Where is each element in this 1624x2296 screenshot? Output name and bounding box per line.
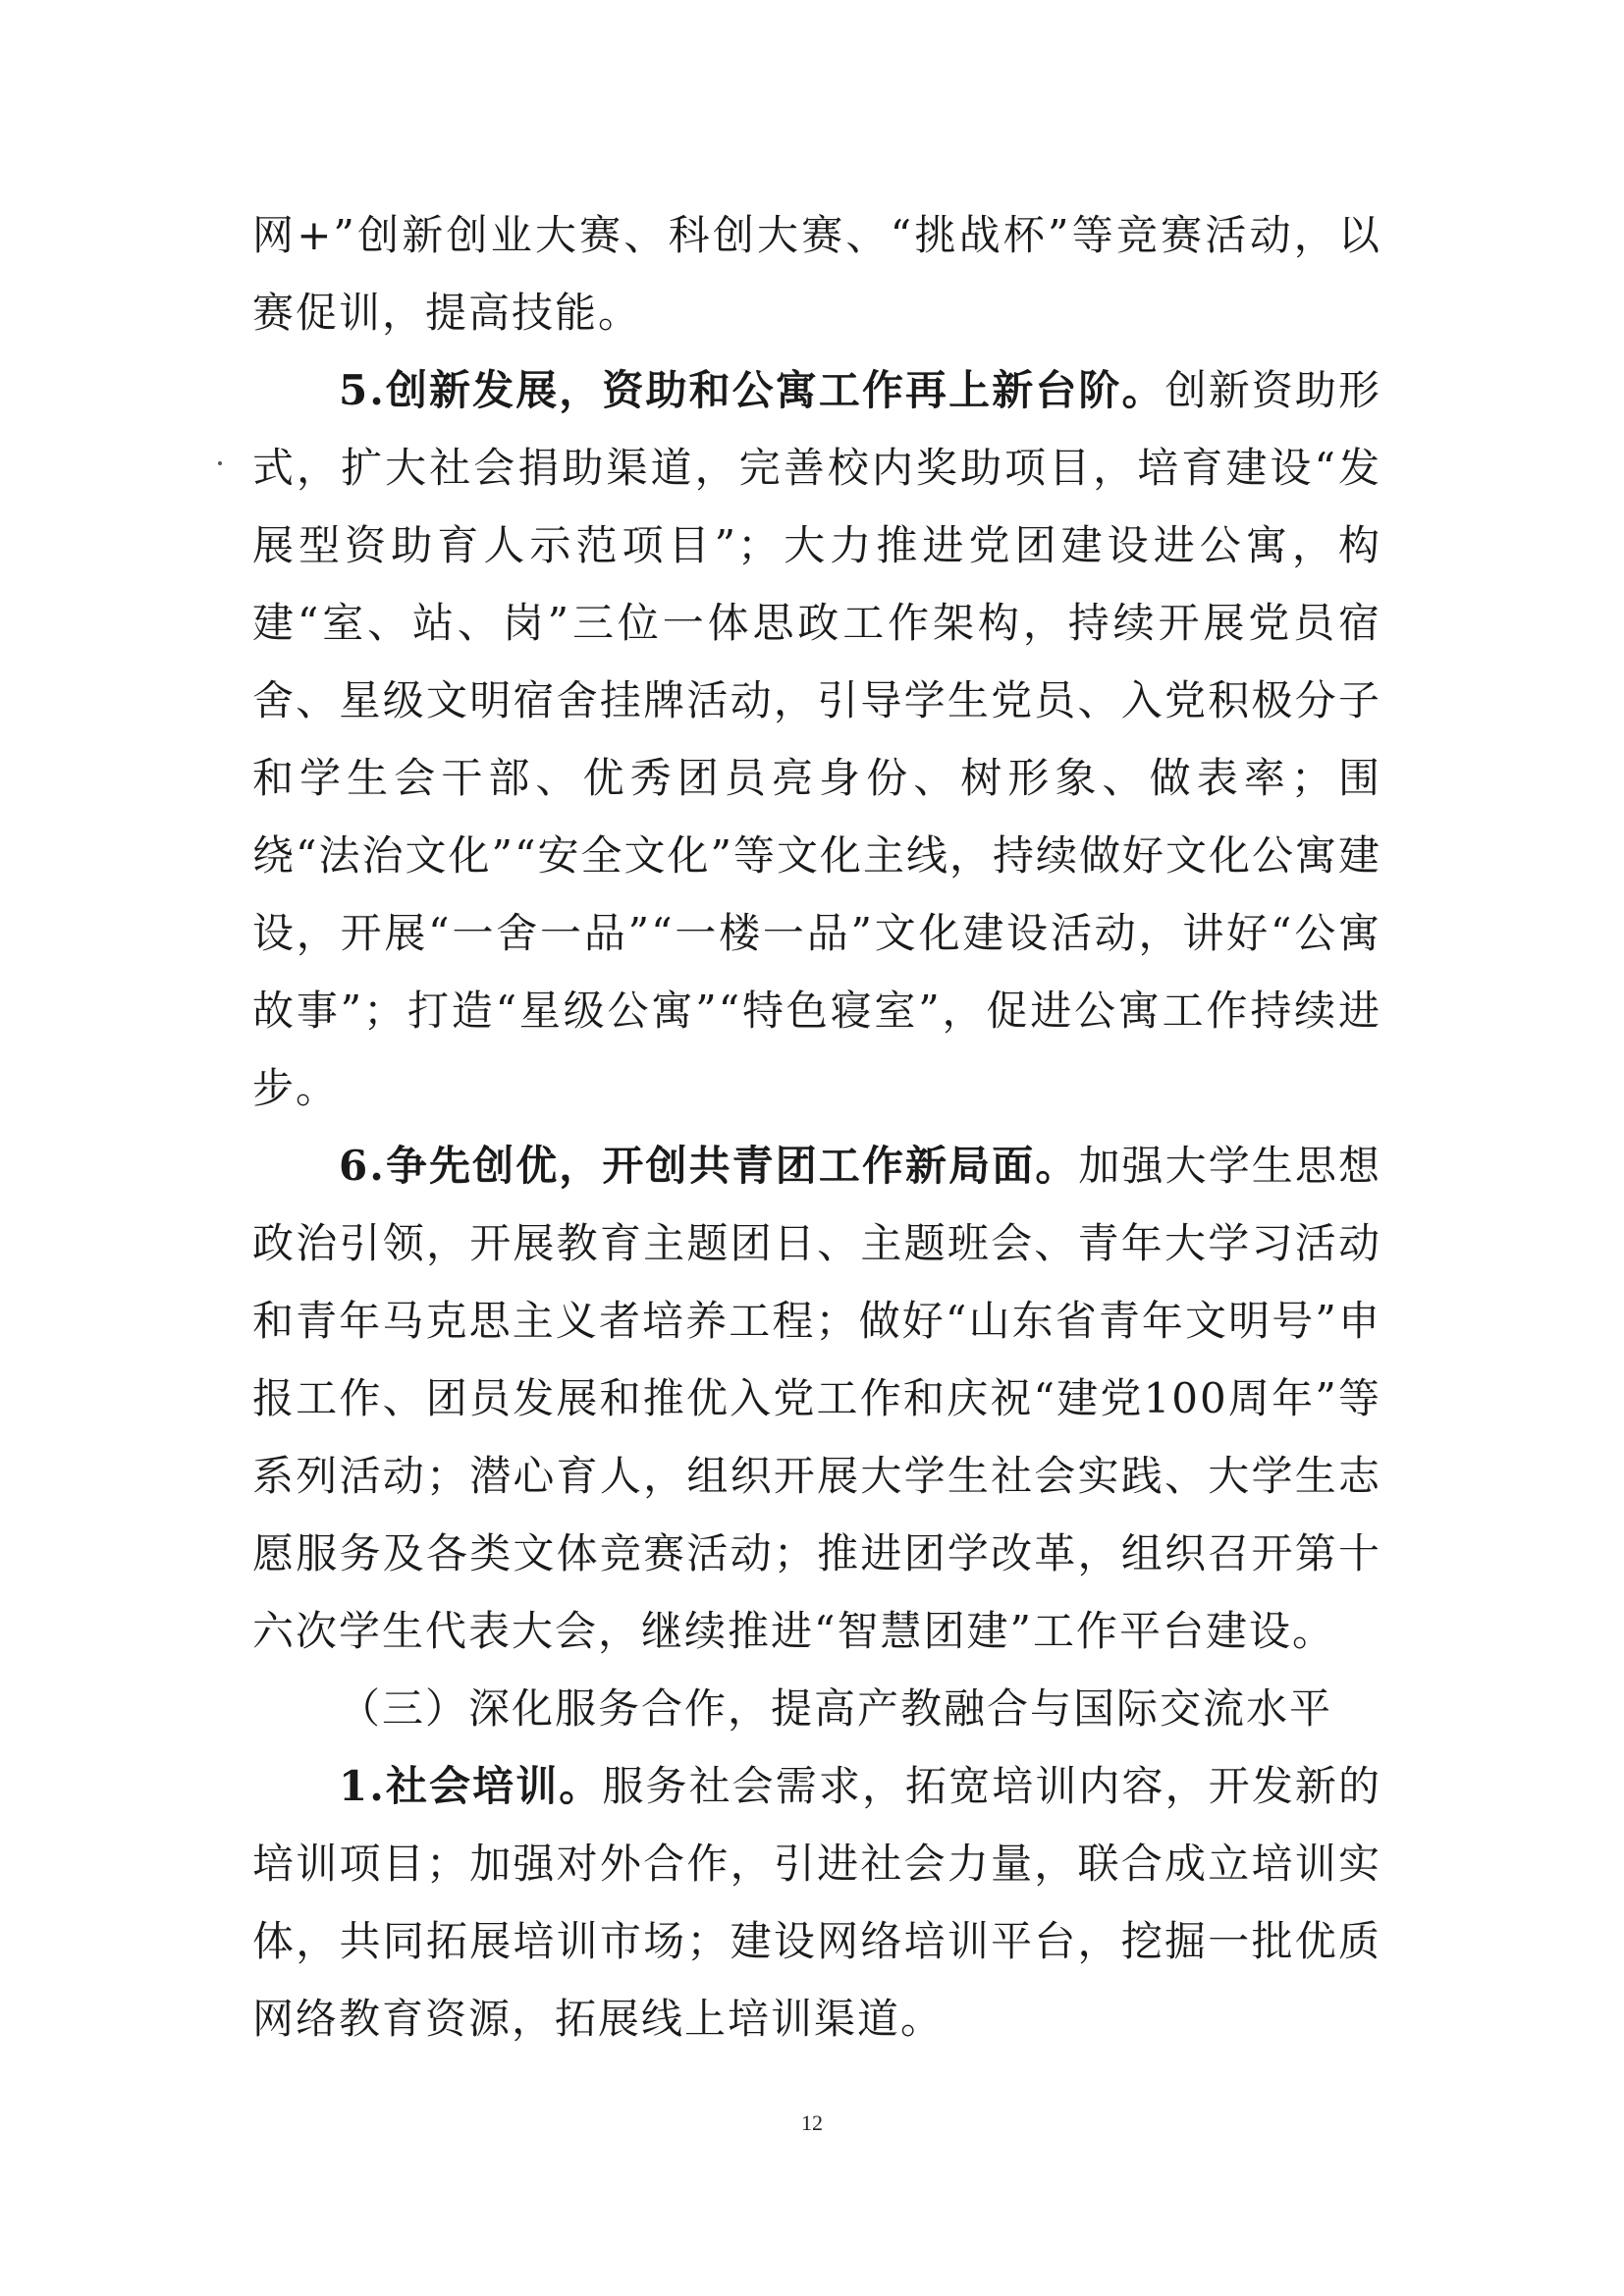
paragraph-text: 服务社会需求，拓宽培训内容，开发新的培训项目；加强对外合作，引进社会力量，联合成立培训实体，共同拓展培训市场；建设网络培训平台，挖掘一批优质网络教育资源，拓展线上培训渠道。 [252,1762,1381,2043]
paragraph-item-1 [252,1747,1381,2057]
section-heading [252,1670,1381,1747]
scan-speck [218,461,222,465]
item-heading: 1.社会培训。 [339,1762,603,1810]
section-heading-text: （三）深化服务合作，提高产教融合与国际交流水平 [339,1684,1333,1733]
paragraph-item-6 [252,1127,1381,1670]
item-heading: 5.创新发展，资助和公寓工作再上新台阶。 [339,366,1165,414]
paragraph-text: 加强大学生思想政治引领，开展教育主题团日、主题班会、青年大学习活动和青年马克思主义者培养工程；做好“山东省青年文明号”申报工作、团员发展和推优入党工作和庆祝“建党100周年”等系列活动；潜心育人，组织开展大学生社会实践、大学生志愿服务及各类文体竞赛活动；推进团学改革，组织召开第十六次学生代表大会，继续推进“智慧团建”工作平台建设。 [252,1142,1381,1655]
paragraph-text: 创新资助形式，扩大社会捐助渠道，完善校内奖助项目，培育建设“发展型资助育人示范项目”；大力推进党团建设进公寓，构建“室、站、岗”三位一体思政工作架构，持续开展党员宿舍、星级文明宿舍挂牌活动，引导学生党员、入党积极分子和学生会干部、优秀团员亮身份、树形象、做表率；围绕“法治文化”“安全文化”等文化主线，持续做好文化公寓建设，开展“一舍一品”“一楼一品”文化建设活动，讲好“公寓故事”；打造“星级公寓”“特色寝室”，促进公寓工作持续进步。 [252,366,1381,1112]
body-text [252,196,1381,2057]
page-number: 12 [801,2110,823,2135]
paragraph-item-5 [252,351,1381,1127]
item-heading: 6.争先创优，开创共青团工作新局面。 [339,1142,1079,1190]
paragraph-text: 网+”创新创业大赛、科创大赛、“挑战杯”等竞赛活动，以赛促训，提高技能。 [252,211,1381,337]
paragraph-continued [252,196,1381,351]
